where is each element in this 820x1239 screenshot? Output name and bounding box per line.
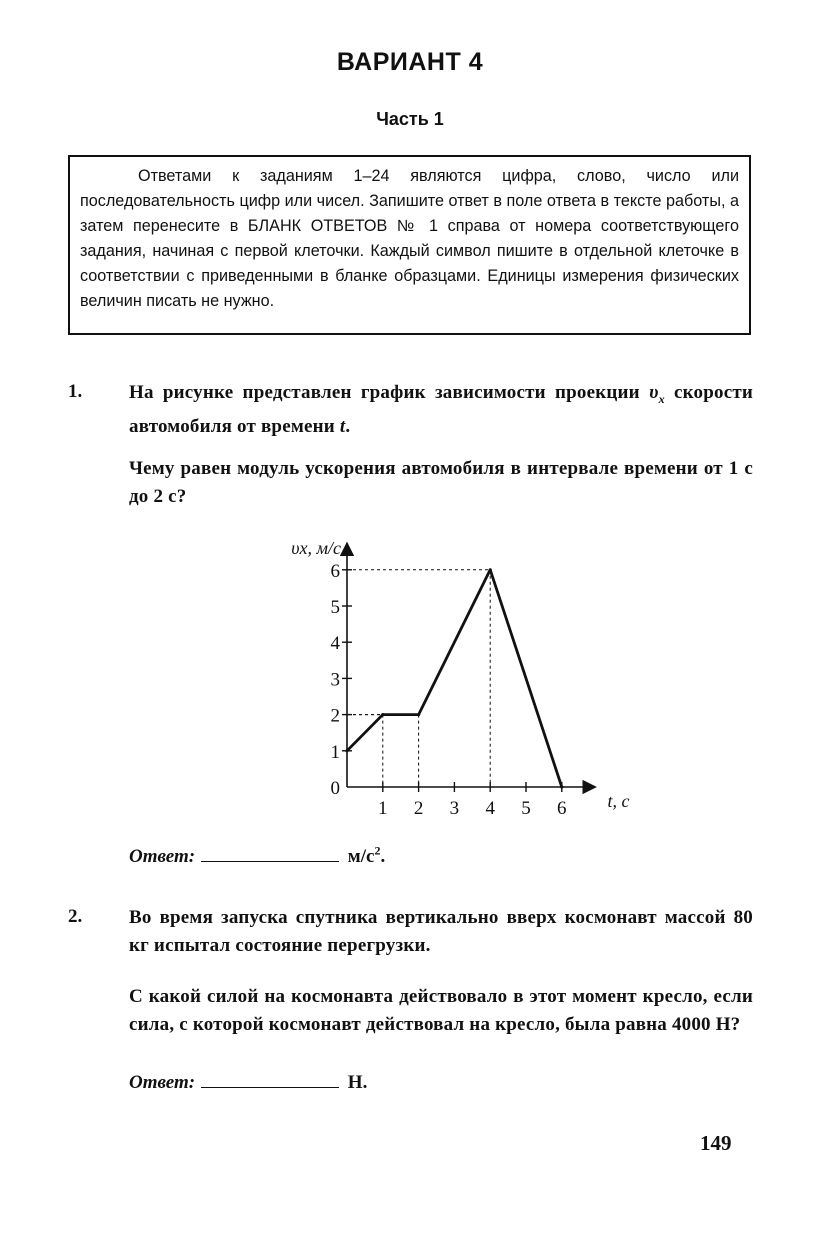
task-1-answer-unit-end: . <box>380 846 386 867</box>
task-2-answer-field[interactable] <box>201 1069 339 1088</box>
x-tick-label-4: 4 <box>485 798 495 819</box>
task-1-symbol-v: υ <box>649 382 659 403</box>
y-tick-label-1: 1 <box>330 741 340 763</box>
origin-label: 0 <box>330 778 340 799</box>
y-tick-label-6: 6 <box>330 560 340 582</box>
task-2-answer-unit: Н. <box>347 1072 368 1093</box>
task-2-answer-label: Ответ: <box>129 1072 196 1093</box>
y-tick-label-2: 2 <box>330 705 340 727</box>
y-tick-label-3: 3 <box>330 669 340 691</box>
task-1-number: 1. <box>68 381 83 402</box>
data-point-4 <box>489 568 492 571</box>
x-tick-label-3: 3 <box>449 798 460 819</box>
task-1-paragraph-1: На рисунке представлен график зависимости проекции <box>129 382 640 403</box>
task-1-answer-unit: м/с <box>347 846 375 867</box>
task-2-paragraph-2: С какой силой на космонавта действовало в этот момент кресло, если сила, с которой космонавт действовал на кресло, была равна 4000 Н? <box>129 986 753 1035</box>
y-axis-label: υx, м/с <box>291 538 341 559</box>
task-2-text <box>129 904 753 960</box>
data-point-5 <box>560 785 563 788</box>
task-1-answer-label: Ответ: <box>129 846 196 867</box>
data-point-2 <box>381 713 384 716</box>
task-2-answer <box>129 1069 367 1094</box>
task-1-symbol-t: t <box>339 415 346 437</box>
x-tick-label-6: 6 <box>557 798 567 819</box>
series-line-1 <box>347 570 562 787</box>
data-point-3 <box>417 713 420 716</box>
task-1-paragraph-2: Чему равен модуль ускорения автомобиля в интервале времени от 1 с до 2 с? <box>129 458 753 507</box>
instructions-text: Ответами к заданиям 1–24 являются цифра, слово, число или последовательность цифр или чисел. Запишите ответ в поле ответа в тексте работы, а затем перенесите в БЛАНК ОТВЕТОВ № 1 справа от номера соответствующего задания, начиная с первой клеточки. Каждый символ пишите в отдельной клеточке в соответствии с приведенными в бланке образцами. Единицы измерения физических величин писать не нужно. <box>80 167 739 310</box>
x-axis-label: t, с <box>607 791 630 811</box>
y-tick-label-5: 5 <box>330 597 340 618</box>
x-tick-label-2: 2 <box>413 798 424 819</box>
x-tick-label-5: 5 <box>521 798 531 819</box>
task-1-symbol-x: x <box>658 391 665 406</box>
data-point-1 <box>345 749 348 752</box>
y-tick-label-4: 4 <box>330 633 340 655</box>
x-tick-label-1: 1 <box>378 798 388 819</box>
task-1-paragraph-1-end: . <box>345 415 351 437</box>
part-title: Часть 1 <box>376 109 444 129</box>
task-2-question <box>129 983 753 1039</box>
task-2-number: 2. <box>68 906 83 927</box>
task-1-paragraph-1-cont: скорости автомобиля от времени <box>129 382 754 437</box>
task-1-answer-field[interactable] <box>201 843 339 862</box>
page-number: 149 <box>700 1131 732 1155</box>
task-1-answer-unit-sup: 2 <box>374 843 381 858</box>
task-1-answer <box>129 843 385 868</box>
task-2-paragraph-1: Во время запуска спутника вертикально вверх космонавт массой 80 кг испытал состояние перегрузки. <box>129 907 753 956</box>
variant-title: ВАРИАНТ 4 <box>336 48 484 76</box>
